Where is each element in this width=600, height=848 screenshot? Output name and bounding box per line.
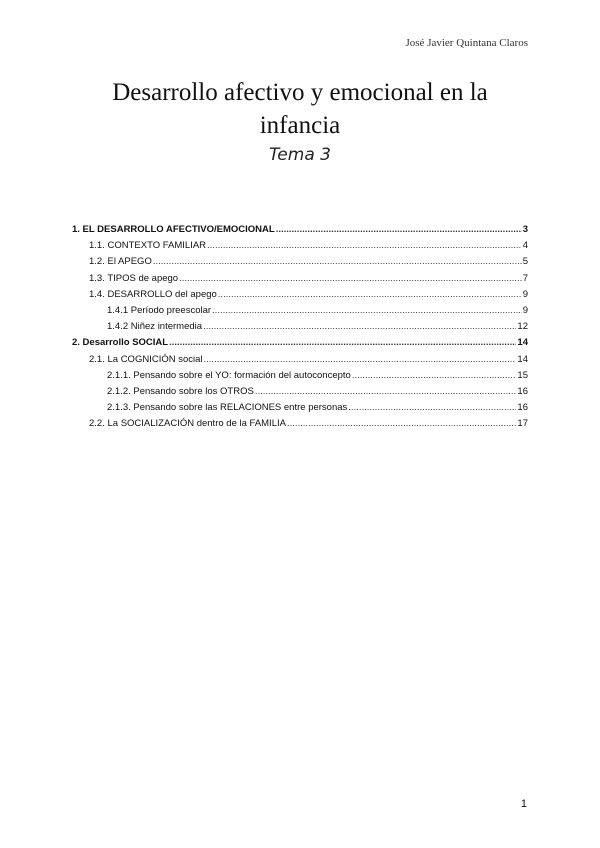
toc-entry-page: 9	[522, 304, 528, 316]
toc-entry[interactable]	[72, 368, 528, 384]
toc-entry[interactable]	[72, 271, 528, 287]
toc-leader-dots	[255, 384, 517, 400]
toc-entry[interactable]	[72, 287, 528, 303]
toc-entry-label: 1.4. DESARROLLO del apego	[89, 288, 217, 300]
toc-entry-page: 16	[517, 385, 528, 397]
toc-leader-dots	[204, 352, 517, 368]
toc-leader-dots	[212, 303, 522, 319]
toc-entry-label: 2.1.1. Pensando sobre el YO: formación del autoconcepto	[107, 369, 351, 381]
toc-entry-label: 1.2. El APEGO	[89, 256, 152, 268]
toc-entry-page: 3	[522, 224, 528, 235]
toc-entry[interactable]	[72, 416, 528, 432]
toc-entry[interactable]	[72, 400, 528, 416]
document-title	[70, 76, 530, 142]
toc-entry-label: 2.1.2. Pensando sobre los OTROS	[107, 385, 254, 397]
toc-entry[interactable]	[72, 319, 528, 335]
toc-leader-dots	[352, 368, 517, 384]
toc-leader-dots	[276, 222, 522, 238]
toc-entry-label: 1.4.1 Período preescolar	[107, 304, 212, 316]
toc-entry-page: 7	[522, 272, 528, 284]
toc-leader-dots	[218, 287, 522, 303]
toc-entry-page: 4	[522, 240, 528, 252]
toc-entry-label: 1.4.2 Niñez intermedia	[107, 321, 203, 333]
toc-entry-page: 15	[517, 369, 528, 381]
toc-entry-page: 16	[517, 402, 528, 414]
toc-entry-label: 1.3. TIPOS de apego	[89, 272, 179, 284]
toc-leader-dots	[153, 254, 522, 270]
toc-entry-page: 14	[517, 353, 528, 365]
toc-entry[interactable]	[72, 335, 528, 351]
toc-entry[interactable]	[72, 254, 528, 270]
toc-entry-page: 9	[522, 288, 528, 300]
document-title-line-2: infancia	[259, 112, 341, 139]
toc-entry[interactable]	[72, 222, 528, 238]
toc-leader-dots	[179, 271, 522, 287]
toc-leader-dots	[203, 319, 516, 335]
header-author: José Javier Quintana Claros	[405, 37, 528, 49]
toc-entry-page: 5	[522, 256, 528, 268]
toc-entry[interactable]	[72, 238, 528, 254]
toc-entry-label: 1.1. CONTEXTO FAMILIAR	[89, 240, 207, 252]
toc-leader-dots	[348, 400, 516, 416]
page-number: 1	[520, 798, 527, 810]
toc-entry[interactable]	[72, 303, 528, 319]
toc-leader-dots	[287, 416, 516, 432]
table-of-contents	[72, 222, 528, 432]
toc-entry-page: 12	[517, 321, 528, 333]
toc-leader-dots	[207, 238, 522, 254]
toc-entry-page: 14	[517, 337, 528, 349]
toc-entry-label: 2.2. La SOCIALIZACIÓN dentro de la FAMILIA	[89, 418, 286, 430]
toc-leader-dots	[169, 335, 516, 351]
toc-entry-label: 2.1.3. Pensando sobre las RELACIONES entre personas	[107, 402, 348, 414]
document-title-line-1: Desarrollo afectivo y emocional en la	[112, 79, 488, 106]
toc-entry-label: 2. Desarrollo SOCIAL	[72, 337, 169, 349]
toc-entry-page: 17	[517, 418, 528, 430]
toc-entry-label: 1. EL DESARROLLO AFECTIVO/EMOCIONAL	[72, 224, 275, 235]
toc-entry-label: 2.1. La COGNICIÓN social	[89, 353, 203, 365]
document-subtitle: Tema 3	[269, 145, 331, 165]
toc-entry[interactable]	[72, 352, 528, 368]
toc-entry[interactable]	[72, 384, 528, 400]
